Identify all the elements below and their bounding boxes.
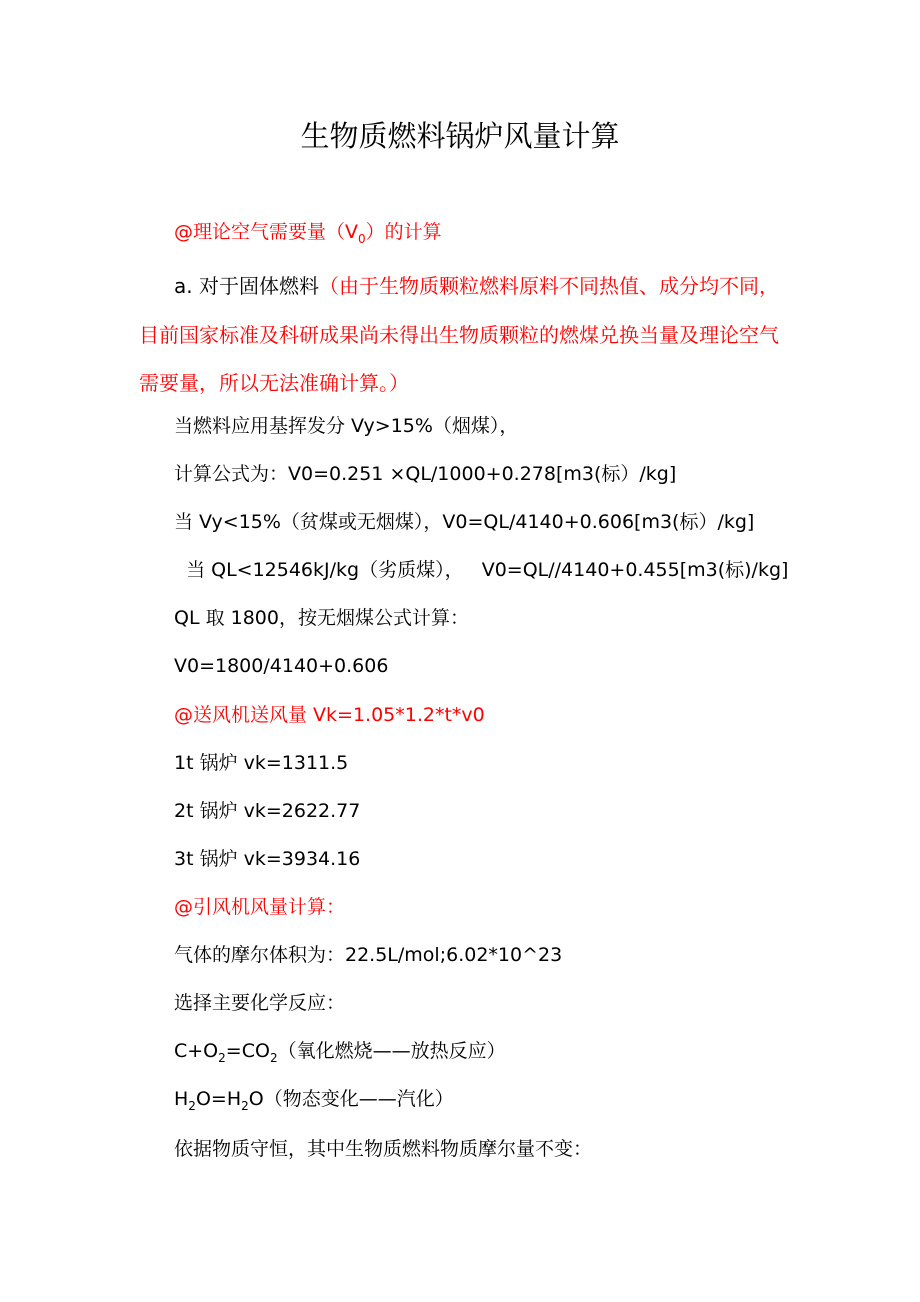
boiler-1t-line: 1t 锅炉 vk=1311.5 [174,752,349,774]
reaction-combustion-line [174,1036,506,1066]
heading-suffix: ）的计算 [365,221,442,243]
formula-bituminous-line: 计算公式为：V0=0.251 ×QL/1000+0.278[m3(标）/kg] [174,463,677,485]
reaction1-note: （氧化燃烧——放热反应） [277,1040,506,1062]
molar-volume-line: 气体的摩尔体积为：22.5L/mol;6.02*10^23 [174,944,563,966]
reaction2-mid: O=H [195,1088,242,1110]
boiler-3t-line: 3t 锅炉 vk=3934.16 [174,848,361,870]
reaction2-note: （物态变化——汽化） [263,1088,454,1110]
conservation-line: 依据物质守恒，其中生物质燃料物质摩尔量不变： [174,1138,593,1160]
v0-result-line: V0=1800/4140+0.606 [174,655,389,677]
section-induced-draft-heading: @引风机风量计算： [174,896,346,918]
heading-subscript: 0 [358,231,366,246]
solid-fuel-note: （由于生物质颗粒燃料原料不同热值、成分均不同，目前国家标准及科研成果尚未得出生物质颗粒的燃煤兑换当量及理论空气需要量，所以无法准确计算。） [139,274,779,395]
reaction1-reactant: C+O [174,1040,219,1062]
boiler-2t-line: 2t 锅炉 vk=2622.77 [174,800,361,822]
reaction1-sub-o2: 2 [218,1050,226,1065]
reaction2-h: H [174,1088,189,1110]
reaction-vaporization-line [174,1084,454,1114]
section-theoretical-air-heading [174,217,442,247]
page-title: 生物质燃料锅炉风量计算 [300,119,620,153]
solid-fuel-paragraph [139,262,789,408]
reaction2-end: O [248,1088,264,1110]
reaction1-product: =CO [225,1040,270,1062]
heading-prefix: @理论空气需要量（V [174,221,358,243]
ql-value-line: QL 取 1800，按无烟煤公式计算： [174,607,469,629]
formula-anthracite-line: 当 Vy<15%（贫煤或无烟煤），V0=QL/4140+0.606[m3(标）/kg] [174,511,755,533]
reaction2-sub1: 2 [188,1098,196,1113]
volatile-condition-line: 当燃料应用基挥发分 Vy>15%（烟煤）， [174,415,519,437]
section-blower-heading: @送风机送风量 Vk=1.05*1.2*t*v0 [174,704,485,726]
reaction1-sub-co2: 2 [269,1050,278,1065]
reaction-intro-line: 选择主要化学反应： [174,992,346,1014]
formula-low-grade-line: 当 QL<12546kJ/kg（劣质煤）， V0=QL//4140+0.455[m3(标)/kg] [174,559,789,581]
reaction2-sub2: 2 [241,1098,249,1113]
solid-fuel-label: a. 对于固体燃料 [174,274,319,298]
